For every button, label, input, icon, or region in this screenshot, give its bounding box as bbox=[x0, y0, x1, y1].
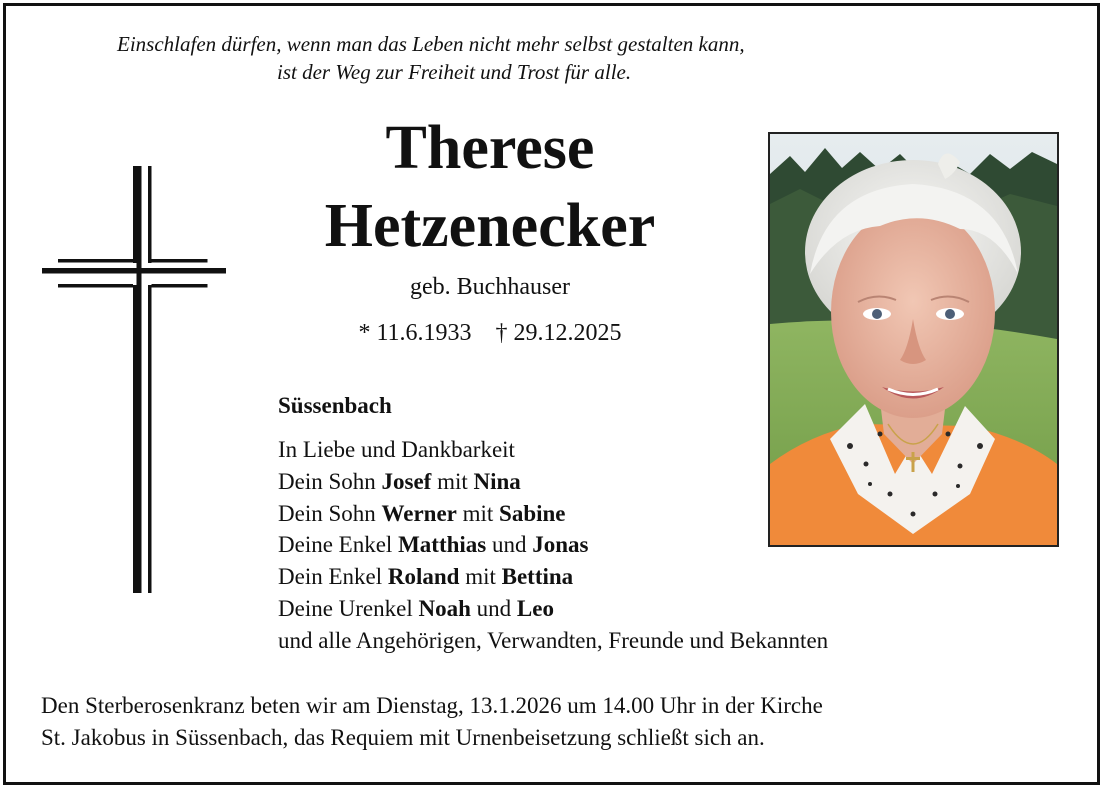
connector-text: mit bbox=[456, 500, 500, 526]
family-row bbox=[278, 593, 828, 625]
relative-name: Josef bbox=[381, 468, 432, 494]
portrait-photo bbox=[768, 132, 1059, 547]
relation-text: Dein Sohn bbox=[278, 468, 382, 494]
connector-text: mit bbox=[431, 468, 474, 494]
place: Süssenbach bbox=[278, 393, 392, 418]
family-list bbox=[278, 434, 828, 657]
relation-text: Dein Enkel bbox=[278, 564, 388, 590]
notice-line-1: Den Sterberosenkranz beten wir am Dienstag, 13.1.2026 um 14.00 Uhr in der Kirche bbox=[41, 693, 823, 718]
family-intro: In Liebe und Dankbarkeit bbox=[278, 437, 515, 462]
relative-name: Jonas bbox=[532, 532, 589, 558]
family-row bbox=[278, 561, 828, 593]
connector-text: und bbox=[470, 595, 517, 621]
quote-line-2: ist der Weg zur Freiheit und Trost für alle. bbox=[277, 60, 632, 84]
family-row bbox=[278, 466, 828, 498]
notice-line-2: St. Jakobus in Süssenbach, das Requiem mit Urnenbeisetzung schließt sich an. bbox=[41, 725, 765, 750]
relative-name: Matthias bbox=[398, 532, 487, 558]
family-closing: und alle Angehörigen, Verwandten, Freunde und Bekannten bbox=[278, 627, 829, 653]
relation-text: Deine Enkel bbox=[278, 532, 399, 558]
relative-name: Leo bbox=[516, 595, 554, 621]
quote-line-1: Einschlafen dürfen, wenn man das Leben nicht mehr selbst gestalten kann, bbox=[117, 32, 745, 56]
connector-text: mit bbox=[459, 564, 502, 590]
service-notice bbox=[41, 690, 823, 754]
relation-text: Dein Sohn bbox=[278, 500, 382, 526]
family-row bbox=[278, 498, 828, 530]
relative-name: Werner bbox=[381, 500, 457, 526]
relative-name: Noah bbox=[418, 595, 471, 621]
last-name: Hetzenecker bbox=[324, 192, 656, 260]
first-name: Therese bbox=[385, 114, 595, 182]
life-dates: * 11.6.1933 † 29.12.2025 bbox=[358, 320, 622, 346]
relative-name: Bettina bbox=[501, 564, 574, 590]
relative-name: Sabine bbox=[499, 500, 566, 526]
relation-text: Deine Urenkel bbox=[278, 595, 419, 621]
relative-name: Roland bbox=[387, 564, 460, 590]
family-row bbox=[278, 529, 828, 561]
birth-name: geb. Buchhauser bbox=[410, 274, 570, 300]
cross-icon bbox=[38, 160, 230, 605]
relative-name: Nina bbox=[473, 468, 521, 494]
connector-text: und bbox=[486, 532, 533, 558]
